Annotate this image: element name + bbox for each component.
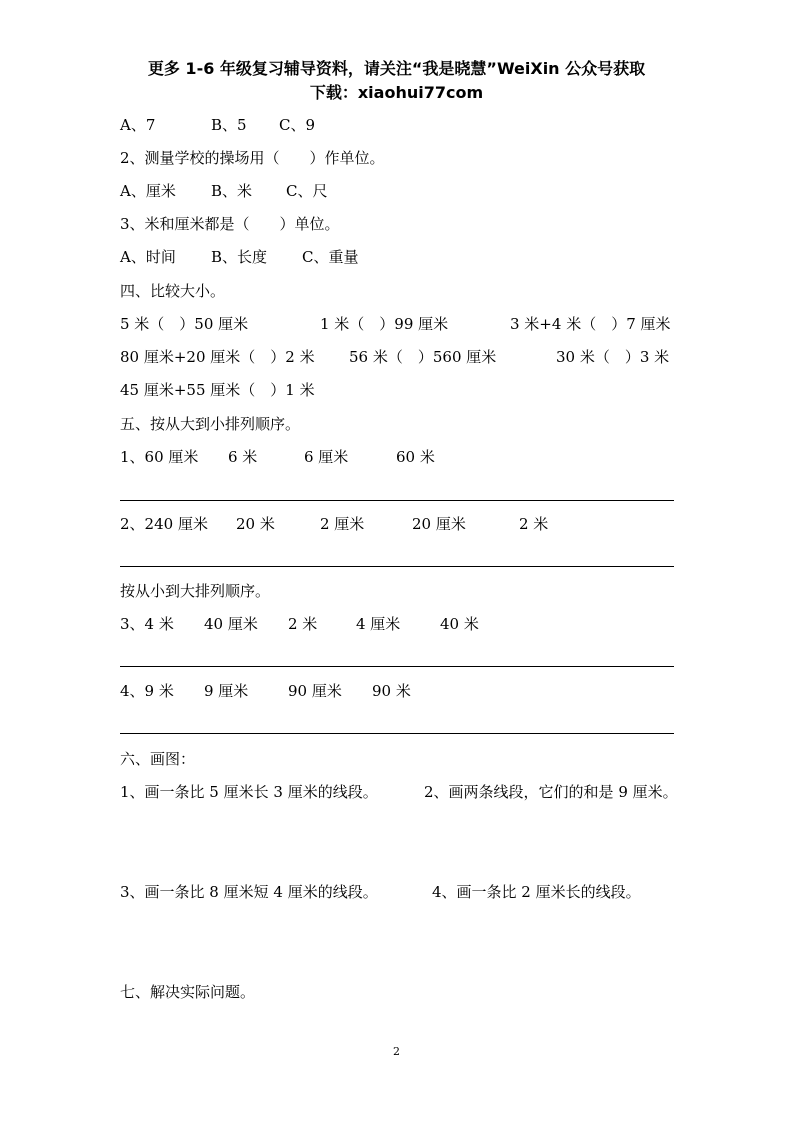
answer-line	[120, 500, 674, 501]
draw-question-4: 4、画一条比 2 厘米长的线段。	[432, 883, 641, 901]
section-6-title: 六、画图：	[120, 750, 196, 768]
q2-option-a: A、厘米	[120, 182, 176, 200]
q3-option-a: A、时间	[120, 248, 176, 266]
compare-item: 56 米（ ）560 厘米	[349, 348, 497, 366]
draw-question-3: 3、画一条比 8 厘米短 4 厘米的线段。	[120, 883, 378, 901]
section-5-title: 五、按从大到小排列顺序。	[120, 415, 301, 433]
order-item: 90 米	[372, 682, 411, 700]
compare-item: 30 米（ ）3 米	[556, 348, 670, 366]
q1-option-b: B、5	[211, 116, 247, 134]
order-item: 40 米	[440, 615, 479, 633]
section-7-title: 七、解决实际问题。	[120, 983, 256, 1001]
order-item: 40 厘米	[204, 615, 258, 633]
order-item: 20 米	[236, 515, 275, 533]
answer-line	[120, 733, 674, 734]
order-item: 6 米	[228, 448, 258, 466]
order-item: 2 厘米	[320, 515, 365, 533]
answer-line	[120, 566, 674, 567]
section-4-title: 四、比较大小。	[120, 282, 226, 300]
compare-item: 5 米（ ）50 厘米	[120, 315, 249, 333]
page-number: 2	[393, 1045, 400, 1058]
header-line-1: 更多 1-6 年级复习辅导资料，请关注“我是晓慧”WeiXin 公众号获取	[147, 59, 646, 78]
answer-line	[120, 666, 674, 667]
compare-item: 45 厘米+55 厘米（ ）1 米	[120, 381, 315, 399]
q1-option-a: A、7	[120, 116, 156, 134]
order-item: 4、9 米	[120, 682, 174, 700]
order-item: 1、60 厘米	[120, 448, 199, 466]
compare-item: 80 厘米+20 厘米（ ）2 米	[120, 348, 315, 366]
order-item: 20 厘米	[412, 515, 466, 533]
order-item: 2 米	[288, 615, 318, 633]
q3-stem: 3、米和厘米都是（ ）单位。	[120, 215, 340, 233]
order-item: 9 厘米	[204, 682, 249, 700]
order-item: 90 厘米	[288, 682, 342, 700]
q2-option-c: C、尺	[286, 182, 328, 200]
order-item: 6 厘米	[304, 448, 349, 466]
q3-option-b: B、长度	[211, 248, 268, 266]
order-item: 2、240 厘米	[120, 515, 208, 533]
q2-option-b: B、米	[211, 182, 253, 200]
q2-stem: 2、测量学校的操场用（ ）作单位。	[120, 149, 385, 167]
order-item: 2 米	[519, 515, 549, 533]
draw-question-2: 2、画两条线段，它们的和是 9 厘米。	[424, 783, 678, 801]
q3-option-c: C、重量	[302, 248, 359, 266]
q1-option-c: C、9	[279, 116, 316, 134]
order-item: 60 米	[396, 448, 435, 466]
order-item: 4 厘米	[356, 615, 401, 633]
draw-question-1: 1、画一条比 5 厘米长 3 厘米的线段。	[120, 783, 378, 801]
order-item: 3、4 米	[120, 615, 174, 633]
compare-item: 1 米（ ）99 厘米	[320, 315, 449, 333]
section-5-subtitle: 按从小到大排列顺序。	[120, 582, 271, 600]
compare-item: 3 米+4 米（ ）7 厘米	[510, 315, 671, 333]
header-line-2: 下载：xiaohui77com	[309, 83, 484, 102]
